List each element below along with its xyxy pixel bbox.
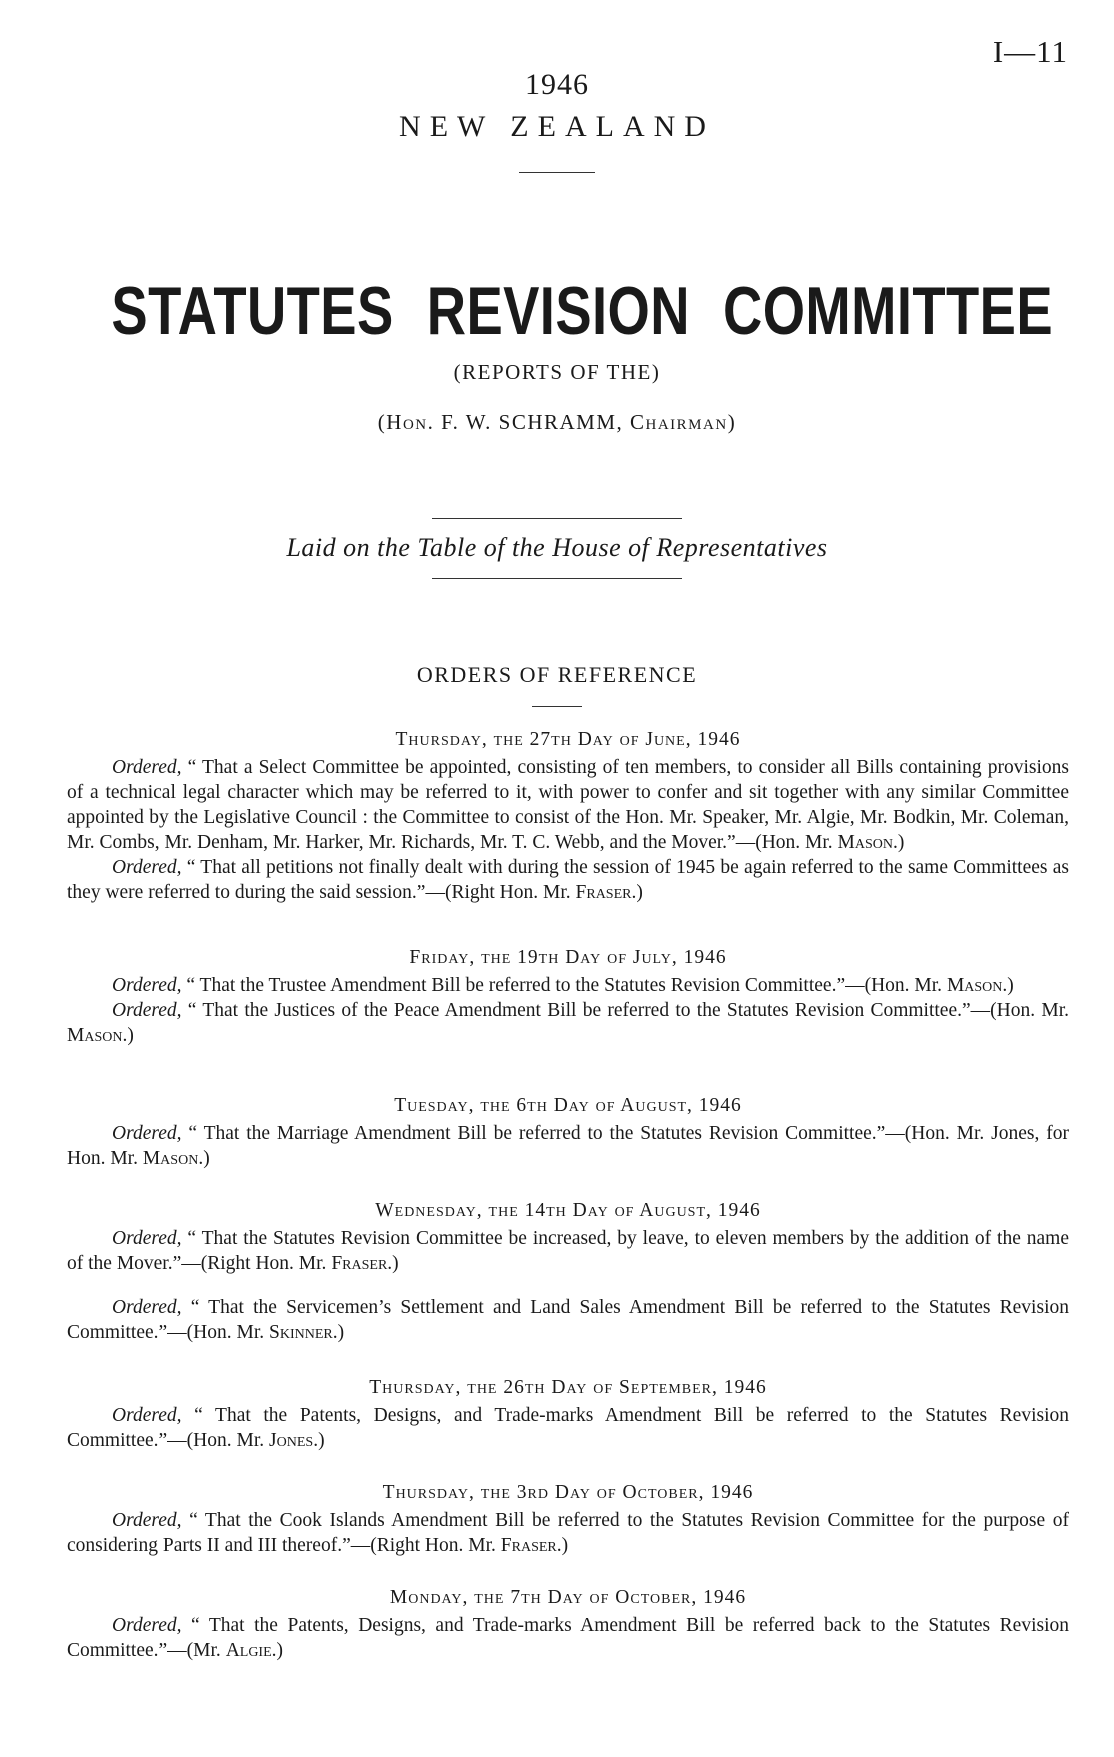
year: 1946 [525, 68, 589, 101]
order-mover: Algie [225, 1640, 272, 1661]
order-text: “ That the Cook Islands Amendment Bill be referred to the Statutes Revision Committee for the purpose of considering Parts II and III thereof.”—(Right Hon. Mr. [67, 1510, 1069, 1556]
laid-rule-top [432, 518, 682, 519]
order-text: “ That the Patents, Designs, and Trade-marks Amendment Bill be referred back to the Statutes Revision Committee.”—(Mr. [67, 1615, 1069, 1661]
order-lead: Ordered, [112, 975, 182, 996]
order-section [67, 1585, 1069, 1663]
order-mover: Fraser [331, 1253, 388, 1274]
order-lead: Ordered, [112, 1297, 182, 1318]
order-paragraph [67, 1226, 1069, 1276]
order-date: Thursday, the 26th Day of September, 1946 [369, 1377, 767, 1398]
order-tail: .) [387, 1253, 399, 1274]
order-paragraph [67, 1403, 1069, 1453]
order-lead: Ordered, [112, 1510, 182, 1531]
order-tail: .) [122, 1025, 134, 1046]
order-date: Monday, the 7th Day of October, 1946 [389, 1587, 747, 1608]
order-lead: Ordered, [112, 1228, 182, 1249]
orders-rule [532, 706, 582, 707]
order-mover: Mason [67, 1025, 123, 1046]
order-text: “ That a Select Committee be appointed, consisting of ten members, to consider all Bills containing provisions of a technical legal character which may be referred to it, with power to confer and sit together with any similar Committee appointed by the Legislative Council : the Committee to consist of the Hon. Mr. Speaker, Mr. Algie, Mr. Bodkin, Mr. Coleman, Mr. Combs, Mr. Denham, Mr. Harker, Mr. Richards, Mr. T. C. Webb, and the Mover.”—(Hon. Mr. [67, 757, 1069, 853]
order-mover: Fraser [575, 882, 632, 903]
order-lead: Ordered, [112, 1123, 182, 1144]
order-text: “ That the Patents, Designs, and Trade-marks Amendment Bill be referred to the Statutes Revision Committee.”—(Hon. Mr. [67, 1405, 1069, 1451]
order-section [67, 1198, 1069, 1345]
report-subtitle: (REPORTS OF THE) [453, 360, 661, 384]
order-date: Tuesday, the 6th Day of August, 1946 [394, 1095, 742, 1116]
order-date: Friday, the 19th Day of July, 1946 [409, 947, 727, 968]
order-lead: Ordered, [112, 1405, 182, 1426]
order-tail: .) [556, 1535, 569, 1556]
order-text: “ That all petitions not finally dealt with during the session of 1945 be again referred to the same Committees as they were referred to during the said session.”—(Right Hon. Mr. [67, 857, 1069, 903]
order-section [67, 945, 1069, 1048]
order-date: Wednesday, the 14th Day of August, 1946 [375, 1200, 761, 1221]
order-section [67, 727, 1069, 905]
order-tail: .) [631, 882, 643, 903]
order-tail: .) [332, 1322, 345, 1343]
order-tail: .) [1002, 975, 1014, 996]
order-paragraph [67, 855, 1069, 905]
order-date: Thursday, the 27th Day of June, 1946 [395, 729, 741, 750]
chairman-line [0, 410, 1114, 435]
order-mover: Skinner [269, 1322, 333, 1343]
chairman-name: Hon. F. W. SCHRAMM, Chairman [386, 410, 728, 434]
page-reference: I—11 [992, 34, 1068, 69]
order-text: “ That the Statutes Revision Committee be increased, by leave, to eleven members by the addition of the name of the Mover.”—(Right Hon. Mr. [67, 1228, 1069, 1274]
laid-rule-bottom [432, 578, 682, 579]
order-section [67, 1480, 1069, 1558]
chairman-open: ( [377, 410, 387, 434]
order-mover: Jones [269, 1430, 314, 1451]
order-lead: Ordered, [112, 757, 182, 778]
order-mover: Mason [142, 1148, 199, 1169]
order-lead: Ordered, [112, 1000, 182, 1021]
order-date: Thursday, the 3rd Day of October, 1946 [382, 1482, 754, 1503]
order-section [67, 1375, 1069, 1453]
order-text: “ That the Marriage Amendment Bill be referred to the Statutes Revision Committee.”—(Hon. Mr. Jones, for Hon. Mr. [67, 1123, 1069, 1169]
order-lead: Ordered, [112, 1615, 182, 1636]
order-mover: Fraser [500, 1535, 557, 1556]
order-tail: .) [893, 832, 905, 853]
order-paragraph [67, 1613, 1069, 1663]
order-paragraph [67, 1508, 1069, 1558]
order-lead: Ordered, [112, 857, 182, 878]
order-paragraph [67, 998, 1069, 1048]
order-paragraph [67, 973, 1069, 998]
order-section [67, 1093, 1069, 1171]
order-tail: .) [271, 1640, 284, 1661]
order-text: “ That the Trustee Amendment Bill be referred to the Statutes Revision Committee.”—(Hon. Mr. [181, 975, 947, 996]
order-text: “ That the Servicemen’s Settlement and Land Sales Amendment Bill be referred to the Statutes Revision Committee.”—(Hon. Mr. [67, 1297, 1069, 1343]
order-mover: Mason [946, 975, 1003, 996]
order-tail: .) [313, 1430, 325, 1451]
header-rule [519, 172, 595, 173]
order-paragraph [67, 1121, 1069, 1171]
report-title: STATUTES REVISION COMMITTEE [111, 273, 1054, 349]
order-mover: Mason [837, 832, 894, 853]
order-tail: .) [198, 1148, 210, 1169]
chairman-close: ) [727, 410, 737, 434]
country: NEW ZEALAND [399, 110, 715, 143]
laid-on-table: Laid on the Table of the House of Representatives [286, 533, 828, 562]
order-paragraph [67, 755, 1069, 855]
order-paragraph [67, 1295, 1069, 1345]
order-text: “ That the Justices of the Peace Amendment Bill be referred to the Statutes Revision Committee.”—(Hon. Mr. [181, 1000, 1069, 1021]
orders-heading: ORDERS OF REFERENCE [416, 662, 698, 687]
